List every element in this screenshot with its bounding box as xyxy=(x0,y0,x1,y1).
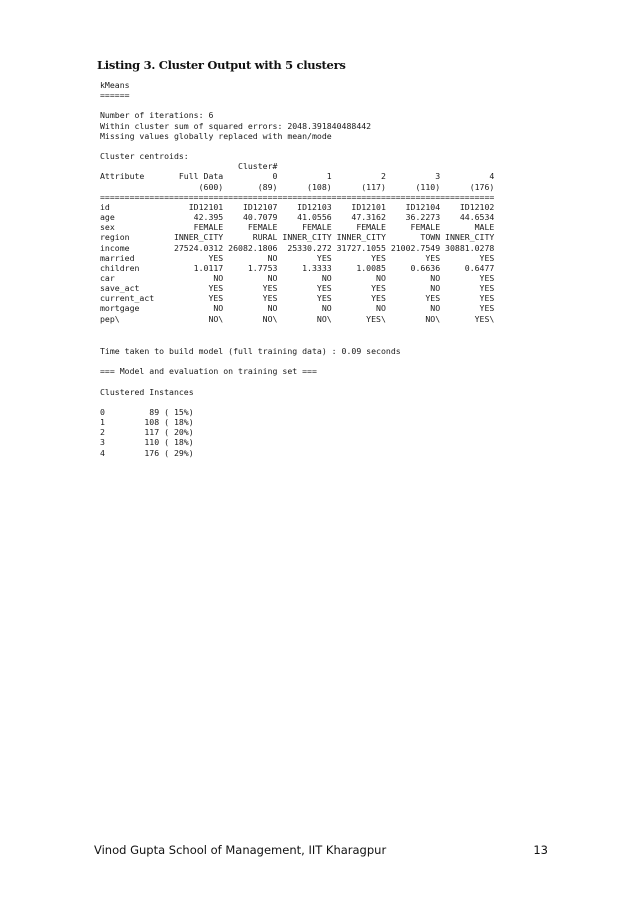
clustered-instance-row: 0 89 ( 15%) xyxy=(100,406,194,417)
clustered-instance-row: 3 110 ( 18%) xyxy=(100,437,194,448)
clustered-instances-output xyxy=(100,346,401,458)
footer-institution: Vinod Gupta School of Management, IIT Kharagpur xyxy=(94,843,387,857)
clusterer-name-underline: ====== xyxy=(100,90,130,101)
clusterer-name: kMeans xyxy=(100,80,130,90)
table-row: car NO NO NO NO NO YES xyxy=(100,272,495,283)
table-row: id ID12101 ID12107 ID12103 ID12101 ID12104 ID12102 xyxy=(100,201,495,212)
table-row: save_act YES YES YES YES NO YES xyxy=(100,283,495,294)
clustered-instances-title: Clustered Instances xyxy=(100,386,194,397)
table-row: children 1.0117 1.7753 1.3333 1.0085 0.6636 0.6477 xyxy=(100,262,495,273)
table-row: income 27524.0312 26082.1806 25330.272 31727.1055 21002.7549 30881.0278 xyxy=(100,242,495,253)
table-header-row: Attribute Full Data 0 1 2 3 4 xyxy=(100,171,495,182)
summary-line: Within cluster sum of squared errors: 2048.391840488442 xyxy=(100,120,372,131)
table-row: married YES NO YES YES YES YES xyxy=(100,252,495,263)
page-footer xyxy=(94,843,548,857)
table-separator: ================================================================================ xyxy=(100,191,495,202)
table-row: mortgage NO NO NO NO NO YES xyxy=(100,303,495,314)
clustered-instance-row: 2 117 ( 20%) xyxy=(100,427,194,438)
table-row: age 42.395 40.7079 41.0556 47.3162 36.2273 44.6534 xyxy=(100,212,495,223)
table-row: pep\ NO\ NO\ NO\ YES\ NO\ YES\ xyxy=(100,313,495,324)
table-row: sex FEMALE FEMALE FEMALE FEMALE FEMALE MALE xyxy=(100,222,495,233)
clustered-instance-row: 4 176 ( 29%) xyxy=(100,447,194,458)
evaluation-line: === Model and evaluation on training set === xyxy=(100,366,317,377)
table-row: current_act YES YES YES YES YES YES xyxy=(100,293,495,304)
page-number: 13 xyxy=(533,843,548,857)
centroids-title: Cluster centroids: xyxy=(100,151,189,162)
listing-caption: Listing 3. Cluster Output with 5 clusters xyxy=(97,58,346,72)
clustered-instance-row: 1 108 ( 18%) xyxy=(100,417,194,428)
summary-line: Number of iterations: 6 xyxy=(100,110,214,121)
summary-line: Missing values globally replaced with mean/mode xyxy=(100,130,332,141)
table-row: region INNER_CITY RURAL INNER_CITY INNER_CITY TOWN INNER_CITY xyxy=(100,232,495,243)
cluster-number-label: Cluster# xyxy=(100,161,278,172)
time-taken-line: Time taken to build model (full training data) : 0.09 seconds xyxy=(100,346,401,356)
cluster-centroids-output xyxy=(100,80,494,324)
table-count-row: (600) (89) (108) (117) (110) (176) xyxy=(100,181,495,192)
